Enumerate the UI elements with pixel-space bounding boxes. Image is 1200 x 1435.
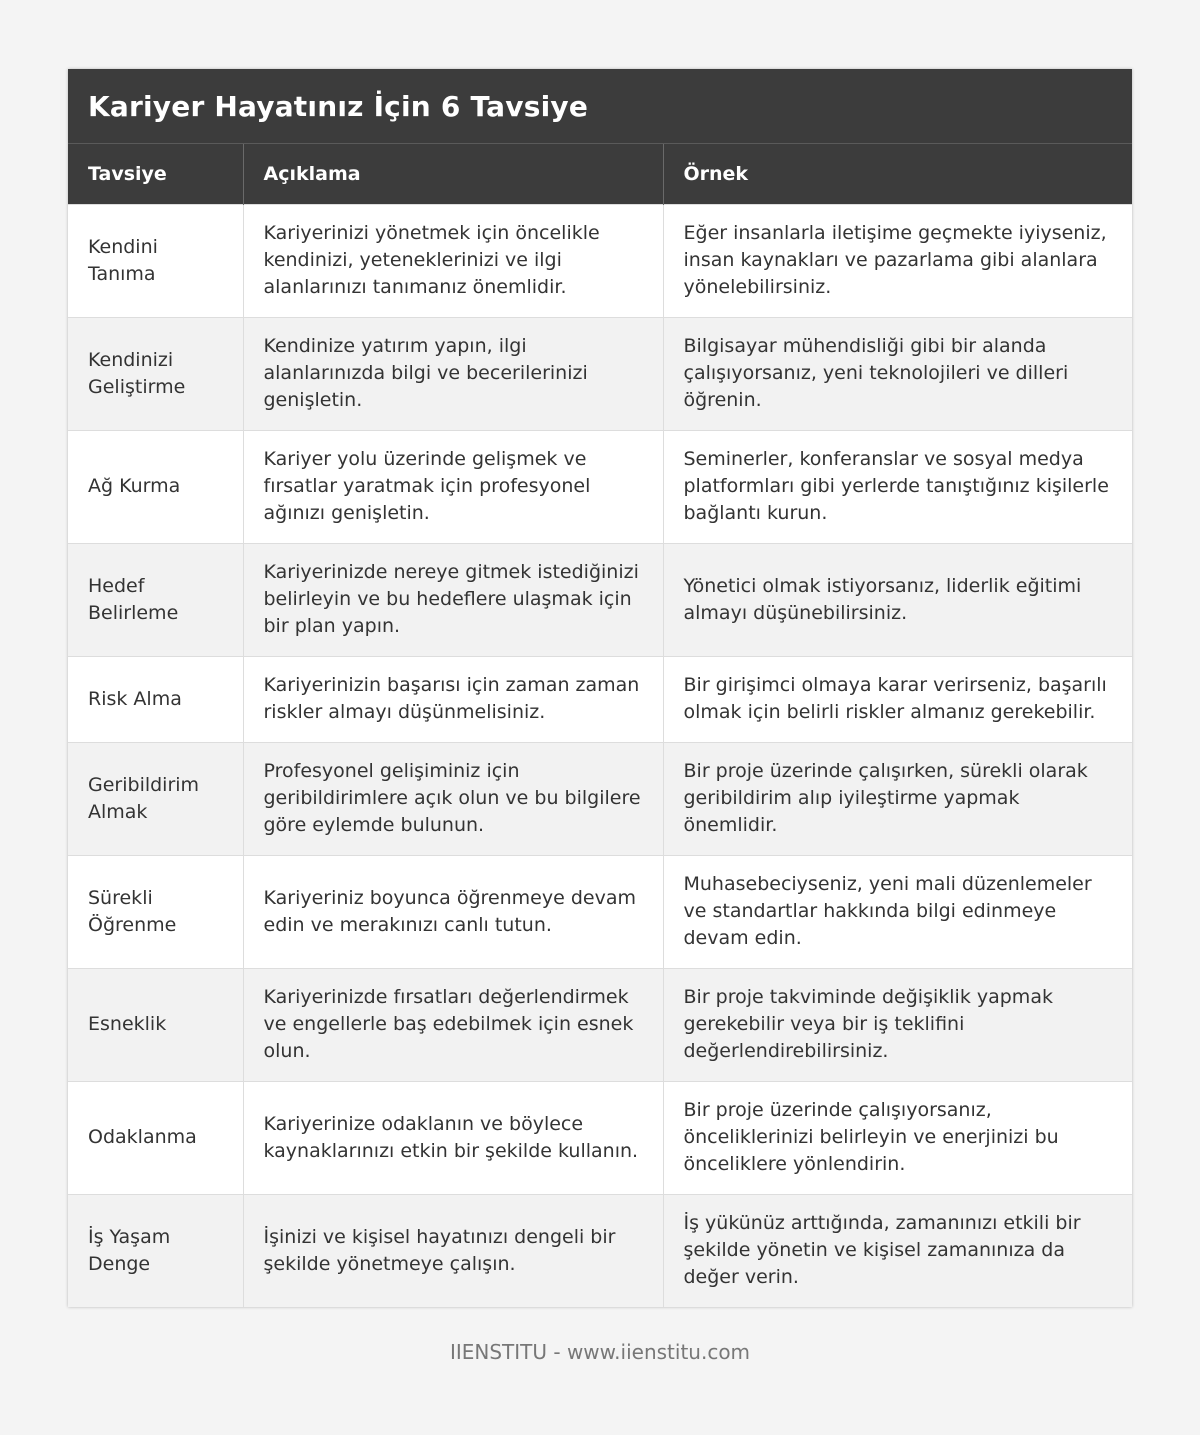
advice-table: [68, 144, 1132, 1307]
cell-description: Kariyerinizi yönetmek için öncelikle kendinizi, yeteneklerinizi ve ilgi alanlarınızı tanımanız önemlidir.: [243, 204, 663, 317]
cell-description: Kariyer yolu üzerinde gelişmek ve fırsatlar yaratmak için profesyonel ağınızı genişletin.: [243, 430, 663, 543]
cell-example: Muhasebeciyseniz, yeni mali düzenlemeler ve standartlar hakkında bilgi edinmeye devam edin.: [663, 855, 1132, 968]
table-row: [68, 742, 1132, 855]
table-row: [68, 656, 1132, 742]
cell-example: Bir girişimci olmaya karar verirseniz, başarılı olmak için belirli riskler almanız gerekebilir.: [663, 656, 1132, 742]
cell-example: Bir proje üzerinde çalışırken, sürekli olarak geribildirim alıp iyileştirme yapmak önemlidir.: [663, 742, 1132, 855]
table-row: [68, 1081, 1132, 1194]
table-row: [68, 543, 1132, 656]
header-row: [68, 144, 1132, 204]
cell-advice: Kendinizi Geliştirme: [68, 317, 243, 430]
table-title: Kariyer Hayatınız İçin 6 Tavsiye: [88, 89, 589, 123]
cell-description: Kariyerinizde nereye gitmek istediğinizi belirleyin ve bu hedeflere ulaşmak için bir plan yapın.: [243, 543, 663, 656]
cell-description: Kariyeriniz boyunca öğrenmeye devam edin ve merakınızı canlı tutun.: [243, 855, 663, 968]
table-row: [68, 204, 1132, 317]
column-header-aciklama: Açıklama: [243, 144, 663, 204]
column-header-tavsiye: Tavsiye: [68, 144, 243, 204]
cell-advice: Kendini Tanıma: [68, 204, 243, 317]
cell-example: Seminerler, konferanslar ve sosyal medya platformları gibi yerlerde tanıştığınız kişilerle bağlantı kurun.: [663, 430, 1132, 543]
advice-table-card: [68, 69, 1132, 1307]
footer-credit: IIENSTITU - www.iienstitu.com: [449, 1340, 751, 1364]
cell-description: Kendinize yatırım yapın, ilgi alanlarınızda bilgi ve becerilerinizi genişletin.: [243, 317, 663, 430]
table-row: [68, 317, 1132, 430]
cell-advice: Hedef Belirleme: [68, 543, 243, 656]
table-row: [68, 855, 1132, 968]
cell-advice: Esneklik: [68, 968, 243, 1081]
cell-example: Bilgisayar mühendisliği gibi bir alanda çalışıyorsanız, yeni teknolojileri ve dilleri öğrenin.: [663, 317, 1132, 430]
cell-example: Bir proje takviminde değişiklik yapmak gerekebilir veya bir iş teklifini değerlendirebilirsiniz.: [663, 968, 1132, 1081]
cell-description: İşinizi ve kişisel hayatınızı dengeli bir şekilde yönetmeye çalışın.: [243, 1194, 663, 1307]
table-row: [68, 430, 1132, 543]
cell-example: İş yükünüz arttığında, zamanınızı etkili bir şekilde yönetin ve kişisel zamanınıza da değer verin.: [663, 1194, 1132, 1307]
table-row: [68, 968, 1132, 1081]
cell-advice: Sürekli Öğrenme: [68, 855, 243, 968]
cell-advice: Geribildirim Almak: [68, 742, 243, 855]
cell-example: Eğer insanlarla iletişime geçmekte iyiyseniz, insan kaynakları ve pazarlama gibi alanlara yönelebilirsiniz.: [663, 204, 1132, 317]
table-row: [68, 1194, 1132, 1307]
cell-description: Kariyerinize odaklanın ve böylece kaynaklarınızı etkin bir şekilde kullanın.: [243, 1081, 663, 1194]
cell-advice: Odaklanma: [68, 1081, 243, 1194]
title-bar: [68, 69, 1132, 144]
cell-advice: Risk Alma: [68, 656, 243, 742]
cell-example: Yönetici olmak istiyorsanız, liderlik eğitimi almayı düşünebilirsiniz.: [663, 543, 1132, 656]
cell-description: Kariyerinizde fırsatları değerlendirmek ve engellerle baş edebilmek için esnek olun.: [243, 968, 663, 1081]
cell-advice: Ağ Kurma: [68, 430, 243, 543]
cell-description: Profesyonel gelişiminiz için geribildirimlere açık olun ve bu bilgilere göre eylemde bulunun.: [243, 742, 663, 855]
cell-description: Kariyerinizin başarısı için zaman zaman riskler almayı düşünmelisiniz.: [243, 656, 663, 742]
column-header-ornek: Örnek: [663, 144, 1132, 204]
cell-advice: İş Yaşam Denge: [68, 1194, 243, 1307]
cell-example: Bir proje üzerinde çalışıyorsanız, önceliklerinizi belirleyin ve enerjinizi bu önceliklere yönlendirin.: [663, 1081, 1132, 1194]
